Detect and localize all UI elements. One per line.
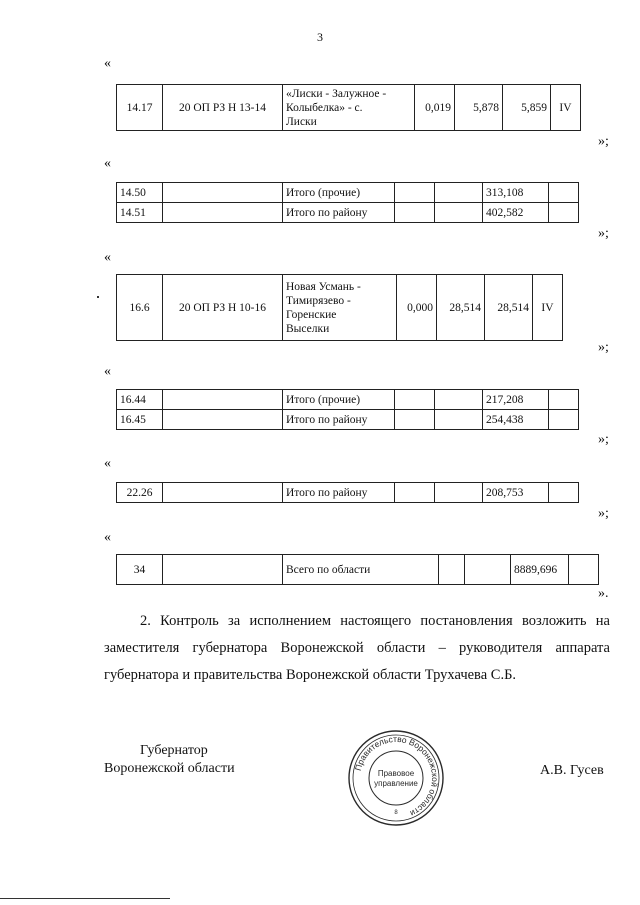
table-row <box>117 275 563 341</box>
close-quote: »; <box>598 134 609 149</box>
signatory-name: А.В. Гусев <box>540 763 604 778</box>
value-cell: 28,514 <box>485 275 533 341</box>
close-quote: »; <box>598 226 609 241</box>
seal-number: 8 <box>394 810 398 816</box>
value-cell <box>435 390 483 410</box>
value-cell <box>435 203 483 223</box>
value-cell <box>435 483 483 503</box>
road-id <box>163 183 283 203</box>
value-cell <box>435 183 483 203</box>
close-quote: ». <box>598 586 609 601</box>
category-cell: IV <box>533 275 563 341</box>
road-name: Новая Усмань - Тимирязево - Горенские Выселки <box>283 275 397 341</box>
value-cell <box>465 555 511 585</box>
table-totals-22 <box>116 482 579 503</box>
total-value: 402,582 <box>483 203 549 223</box>
row-label: Итого по району <box>283 410 395 430</box>
row-number: 22.26 <box>117 483 163 503</box>
body-paragraph: 2. Контроль за исполнением настоящего постановления возложить на заместителя губернатора Воронежской области – руководителя аппарата губернатора и правительства Воронежской области Трухачева С.Б. <box>104 613 610 683</box>
row-label: Итого по району <box>283 483 395 503</box>
seal-center-line1: Правовое <box>377 769 415 778</box>
total-value: 208,753 <box>483 483 549 503</box>
category-cell <box>549 410 579 430</box>
open-quote: « <box>104 364 111 379</box>
seal-stamp-icon <box>346 728 446 828</box>
category-cell <box>549 183 579 203</box>
table-row <box>117 85 581 131</box>
value-cell: 5,878 <box>455 85 503 131</box>
seal-center-line2: управление <box>374 779 418 788</box>
category-cell: IV <box>551 85 581 131</box>
road-id: 20 ОП РЗ Н 10-16 <box>163 275 283 341</box>
scan-dot <box>97 296 99 298</box>
close-quote: »; <box>598 506 609 521</box>
road-id: 20 ОП РЗ Н 13-14 <box>163 85 283 131</box>
total-value: 217,208 <box>483 390 549 410</box>
row-label: Итого (прочие) <box>283 183 395 203</box>
total-value: 254,438 <box>483 410 549 430</box>
open-quote: « <box>104 56 111 71</box>
open-quote: « <box>104 156 111 171</box>
road-name: «Лиски - Залужное - Колыбелка» - с. Лиски <box>283 85 415 131</box>
footer-rule <box>0 898 170 899</box>
category-cell <box>549 483 579 503</box>
table-row <box>117 183 579 203</box>
table-row <box>117 410 579 430</box>
row-label: Итого по району <box>283 203 395 223</box>
category-cell <box>549 203 579 223</box>
row-number: 16.6 <box>117 275 163 341</box>
road-id <box>163 390 283 410</box>
value-cell: 0,000 <box>397 275 437 341</box>
road-id <box>163 203 283 223</box>
row-number: 16.45 <box>117 410 163 430</box>
table-road-16-6 <box>116 274 563 341</box>
signatory-title: Губернатор Воронежской области <box>104 743 235 776</box>
total-value: 313,108 <box>483 183 549 203</box>
table-row <box>117 483 579 503</box>
row-number: 14.51 <box>117 203 163 223</box>
road-id <box>163 555 283 585</box>
table-road-14-17 <box>116 84 581 131</box>
category-cell <box>549 390 579 410</box>
row-label: Итого (прочие) <box>283 390 395 410</box>
table-region-total <box>116 554 599 585</box>
value-cell: 5,859 <box>503 85 551 131</box>
value-cell: 28,514 <box>437 275 485 341</box>
row-label: Всего по области <box>283 555 439 585</box>
road-id <box>163 410 283 430</box>
row-number: 34 <box>117 555 163 585</box>
row-number: 14.50 <box>117 183 163 203</box>
value-cell <box>439 555 465 585</box>
table-totals-14 <box>116 182 579 223</box>
value-cell <box>435 410 483 430</box>
page-number: 3 <box>317 30 323 44</box>
table-row <box>117 555 599 585</box>
total-value: 8889,696 <box>511 555 569 585</box>
row-number: 14.17 <box>117 85 163 131</box>
table-row <box>117 203 579 223</box>
value-cell <box>395 390 435 410</box>
table-row <box>117 390 579 410</box>
value-cell <box>395 203 435 223</box>
value-cell <box>395 183 435 203</box>
seal-ring-text: Правительство Воронежской области <box>352 733 441 819</box>
open-quote: « <box>104 530 111 545</box>
open-quote: « <box>104 250 111 265</box>
category-cell <box>569 555 599 585</box>
value-cell: 0,019 <box>415 85 455 131</box>
table-totals-16 <box>116 389 579 430</box>
value-cell <box>395 483 435 503</box>
row-number: 16.44 <box>117 390 163 410</box>
open-quote: « <box>104 456 111 471</box>
close-quote: »; <box>598 340 609 355</box>
road-id <box>163 483 283 503</box>
close-quote: »; <box>598 432 609 447</box>
value-cell <box>395 410 435 430</box>
